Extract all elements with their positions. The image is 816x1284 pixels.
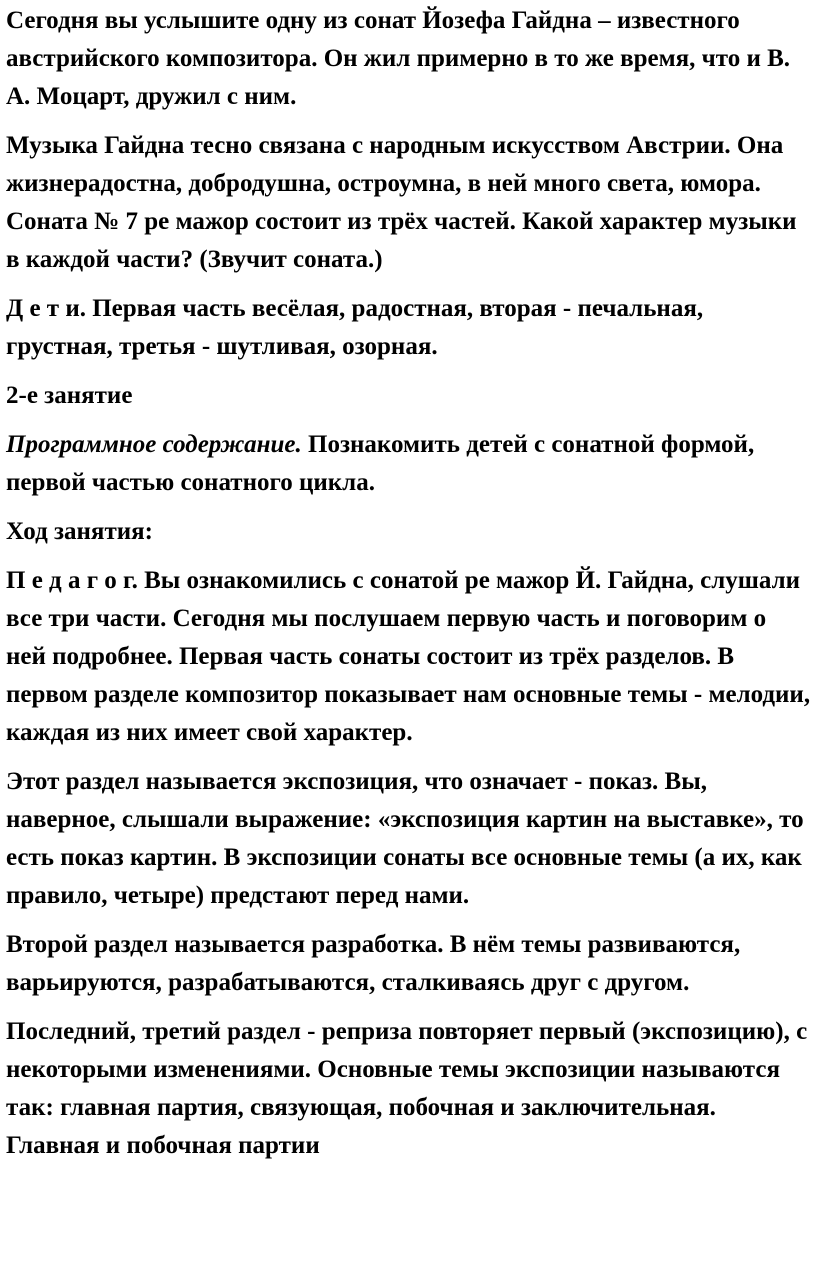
program-content-text: Познакомить детей с сонатной формой, первой частью сонатного цикла. xyxy=(6,431,755,496)
paragraph-intro-haydn: Сегодня вы услышите одну из сонат Йозефа Гайдна – известного австрийского композитора. Он жил примерно в то же время, что и В. А. Моцарт, дружил с ним. xyxy=(6,7,791,110)
paragraph-exposition: Этот раздел называется экспозиция, что означает - показ. Вы, наверное, слышали выражение: «экспозиция картин на выставке», то есть показ картин. В экспозиции сонаты все основные темы (а их, как правило, четыре) предстают перед нами. xyxy=(6,768,804,909)
paragraph-children-answer: Д е т и. Первая часть весёлая, радостная, вторая - печальная, грустная, третья - шутливая, озорная. xyxy=(6,295,704,360)
paragraph-reprise: Последний, третий раздел - реприза повторяет первый (экспозицию), с некоторыми изменениями. Основные темы экспозиции называются так: главная партия, связующая, побочная и заключительная. Главная и побочная партии xyxy=(6,1018,808,1159)
heading-lesson-progress: Ход занятия: xyxy=(6,518,153,545)
program-content-label: Программное содержание. xyxy=(6,431,302,458)
paragraph-haydn-music-character: Музыка Гайдна тесно связана с народным искусством Австрии. Она жизнерадостна, добродушна, остроумна, в ней много света, юмора. Соната № 7 ре мажор состоит из трёх частей. Какой характер музыки в каждой части? (Звучит соната.) xyxy=(6,132,797,273)
heading-lesson-2: 2-е занятие xyxy=(6,382,133,409)
paragraph-program-content xyxy=(6,426,812,502)
paragraph-development: Второй раздел называется разработка. В нём темы развиваются, варьируются, разрабатываются, сталкиваясь друг с другом. xyxy=(6,931,741,996)
paragraph-teacher-intro: П е д а г о г. Вы ознакомились с сонатой ре мажор Й. Гайдна, слушали все три части. Сегодня мы послушаем первую часть и поговорим о ней подробнее. Первая часть сонаты состоит из трёх разделов. В первом разделе композитор показывает нам основные темы - мелодии, каждая из них имеет свой характер. xyxy=(6,567,811,746)
